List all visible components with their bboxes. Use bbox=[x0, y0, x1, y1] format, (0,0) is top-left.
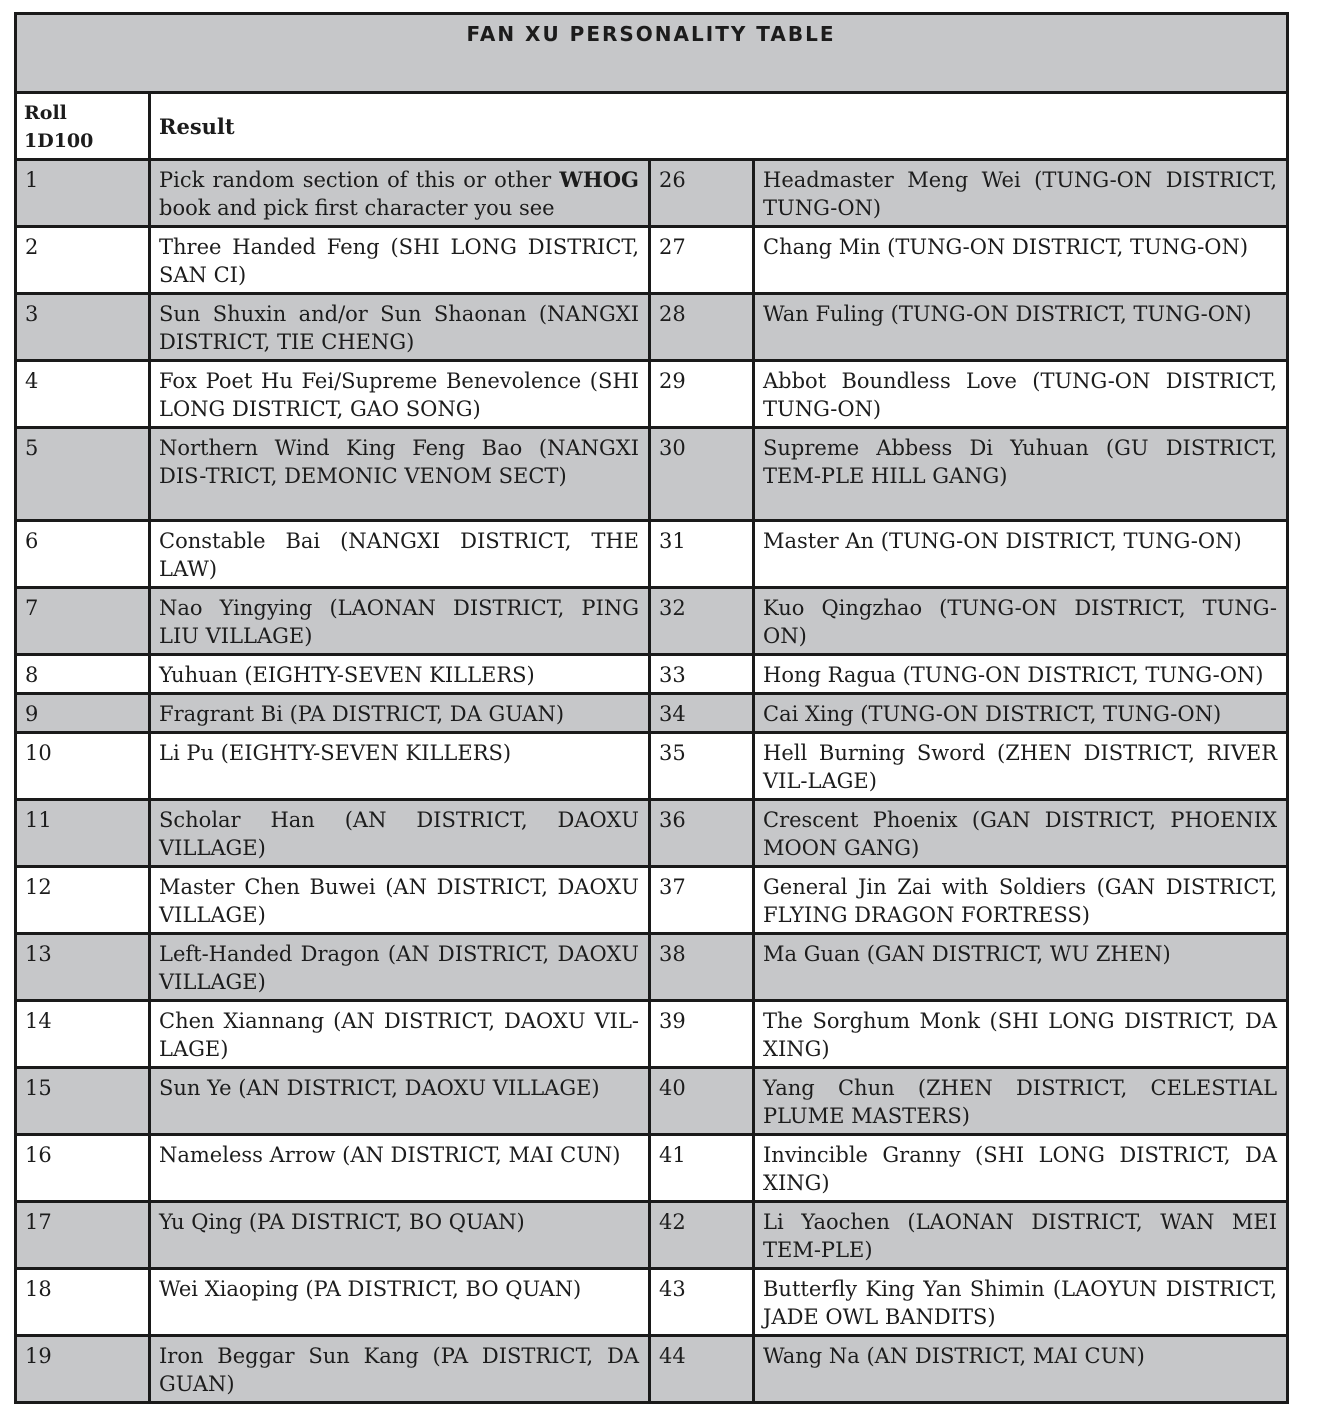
roll-number: 7 bbox=[16, 588, 150, 655]
personality-table-container bbox=[14, 12, 1286, 1404]
table-row bbox=[16, 1001, 1288, 1068]
result-header: Result bbox=[150, 93, 1288, 160]
roll-number: 29 bbox=[650, 361, 754, 428]
roll-number: 31 bbox=[650, 521, 754, 588]
roll-number: 41 bbox=[650, 1135, 754, 1202]
roll-number: 40 bbox=[650, 1068, 754, 1135]
table-row bbox=[16, 160, 1288, 227]
result-text: Master Chen Buwei (AN DISTRICT, DAOXU VILLAGE) bbox=[150, 867, 650, 934]
result-text: Nao Yingying (LAONAN DISTRICT, PING LIU VILLAGE) bbox=[150, 588, 650, 655]
result-text: Chen Xiannang (AN DISTRICT, DAOXU VIL-LAGE) bbox=[150, 1001, 650, 1068]
table-row bbox=[16, 733, 1288, 800]
result-text: Cai Xing (TUNG-ON DISTRICT, TUNG-ON) bbox=[754, 694, 1288, 733]
table-row bbox=[16, 655, 1288, 694]
result-text: Left-Handed Dragon (AN DISTRICT, DAOXU VILLAGE) bbox=[150, 934, 650, 1001]
roll-number: 28 bbox=[650, 294, 754, 361]
result-text: Wan Fuling (TUNG-ON DISTRICT, TUNG-ON) bbox=[754, 294, 1288, 361]
roll-number: 16 bbox=[16, 1135, 150, 1202]
personality-table bbox=[14, 12, 1289, 1404]
roll-number: 36 bbox=[650, 800, 754, 867]
result-text: Constable Bai (NANGXI DISTRICT, THE LAW) bbox=[150, 521, 650, 588]
roll-number: 26 bbox=[650, 160, 754, 227]
roll-number: 43 bbox=[650, 1269, 754, 1336]
result-text-part: Pick random section of this or other bbox=[159, 168, 560, 192]
whog-bold: WHOG bbox=[559, 167, 639, 192]
result-text: Three Handed Feng (SHI LONG DISTRICT, SAN CI) bbox=[150, 227, 650, 294]
table-row bbox=[16, 1269, 1288, 1336]
result-text-part: book and pick first character you see bbox=[159, 196, 555, 220]
result-text: The Sorghum Monk (SHI LONG DISTRICT, DA XING) bbox=[754, 1001, 1288, 1068]
result-text: Supreme Abbess Di Yuhuan (GU DISTRICT, TEM-PLE HILL GANG) bbox=[754, 428, 1288, 521]
result-text: Fragrant Bi (PA DISTRICT, DA GUAN) bbox=[150, 694, 650, 733]
result-text: Fox Poet Hu Fei/Supreme Benevolence (SHI LONG DISTRICT, GAO SONG) bbox=[150, 361, 650, 428]
result-text bbox=[150, 160, 650, 227]
roll-number: 30 bbox=[650, 428, 754, 521]
result-text: Chang Min (TUNG-ON DISTRICT, TUNG-ON) bbox=[754, 227, 1288, 294]
roll-number: 9 bbox=[16, 694, 150, 733]
roll-header: Roll 1D100 bbox=[16, 93, 150, 160]
table-row bbox=[16, 521, 1288, 588]
result-text: Headmaster Meng Wei (TUNG-ON DISTRICT, TUNG-ON) bbox=[754, 160, 1288, 227]
table-title: FAN XU PERSONALITY TABLE bbox=[16, 14, 1288, 93]
result-text: Northern Wind King Feng Bao (NANGXI DIS-TRICT, DEMONIC VENOM SECT) bbox=[150, 428, 650, 521]
result-text: Li Pu (EIGHTY-SEVEN KILLERS) bbox=[150, 733, 650, 800]
result-text: Sun Shuxin and/or Sun Shaonan (NANGXI DISTRICT, TIE CHENG) bbox=[150, 294, 650, 361]
roll-number: 3 bbox=[16, 294, 150, 361]
table-row bbox=[16, 428, 1288, 521]
table-row bbox=[16, 1135, 1288, 1202]
table-row bbox=[16, 867, 1288, 934]
roll-number: 2 bbox=[16, 227, 150, 294]
roll-number: 6 bbox=[16, 521, 150, 588]
roll-number: 37 bbox=[650, 867, 754, 934]
roll-number: 1 bbox=[16, 160, 150, 227]
result-text: Ma Guan (GAN DISTRICT, WU ZHEN) bbox=[754, 934, 1288, 1001]
table-row bbox=[16, 294, 1288, 361]
result-text: Nameless Arrow (AN DISTRICT, MAI CUN) bbox=[150, 1135, 650, 1202]
roll-number: 34 bbox=[650, 694, 754, 733]
result-text: Abbot Boundless Love (TUNG-ON DISTRICT, TUNG-ON) bbox=[754, 361, 1288, 428]
result-text: Yuhuan (EIGHTY-SEVEN KILLERS) bbox=[150, 655, 650, 694]
result-text: Scholar Han (AN DISTRICT, DAOXU VILLAGE) bbox=[150, 800, 650, 867]
result-text: Hell Burning Sword (ZHEN DISTRICT, RIVER VIL-LAGE) bbox=[754, 733, 1288, 800]
roll-number: 38 bbox=[650, 934, 754, 1001]
result-text: Yang Chun (ZHEN DISTRICT, CELESTIAL PLUME MASTERS) bbox=[754, 1068, 1288, 1135]
roll-number: 33 bbox=[650, 655, 754, 694]
table-row bbox=[16, 800, 1288, 867]
table-row bbox=[16, 1202, 1288, 1269]
result-text: Butterfly King Yan Shimin (LAOYUN DISTRICT, JADE OWL BANDITS) bbox=[754, 1269, 1288, 1336]
roll-number: 39 bbox=[650, 1001, 754, 1068]
table-row bbox=[16, 227, 1288, 294]
result-text: Iron Beggar Sun Kang (PA DISTRICT, DA GUAN) bbox=[150, 1336, 650, 1403]
roll-number: 14 bbox=[16, 1001, 150, 1068]
result-text: Sun Ye (AN DISTRICT, DAOXU VILLAGE) bbox=[150, 1068, 650, 1135]
table-row bbox=[16, 1068, 1288, 1135]
roll-number: 44 bbox=[650, 1336, 754, 1403]
roll-number: 5 bbox=[16, 428, 150, 521]
table-row bbox=[16, 934, 1288, 1001]
roll-number: 13 bbox=[16, 934, 150, 1001]
roll-number: 12 bbox=[16, 867, 150, 934]
roll-number: 42 bbox=[650, 1202, 754, 1269]
result-text: General Jin Zai with Soldiers (GAN DISTRICT, FLYING DRAGON FORTRESS) bbox=[754, 867, 1288, 934]
result-text: Hong Ragua (TUNG-ON DISTRICT, TUNG-ON) bbox=[754, 655, 1288, 694]
roll-number: 19 bbox=[16, 1336, 150, 1403]
roll-number: 10 bbox=[16, 733, 150, 800]
roll-number: 27 bbox=[650, 227, 754, 294]
table-row bbox=[16, 694, 1288, 733]
result-text: Wei Xiaoping (PA DISTRICT, BO QUAN) bbox=[150, 1269, 650, 1336]
roll-number: 32 bbox=[650, 588, 754, 655]
result-text: Invincible Granny (SHI LONG DISTRICT, DA XING) bbox=[754, 1135, 1288, 1202]
result-text: Yu Qing (PA DISTRICT, BO QUAN) bbox=[150, 1202, 650, 1269]
result-text: Crescent Phoenix (GAN DISTRICT, PHOENIX MOON GANG) bbox=[754, 800, 1288, 867]
result-text: Li Yaochen (LAONAN DISTRICT, WAN MEI TEM-PLE) bbox=[754, 1202, 1288, 1269]
result-text: Wang Na (AN DISTRICT, MAI CUN) bbox=[754, 1336, 1288, 1403]
roll-number: 17 bbox=[16, 1202, 150, 1269]
table-row bbox=[16, 361, 1288, 428]
roll-number: 11 bbox=[16, 800, 150, 867]
roll-number: 35 bbox=[650, 733, 754, 800]
result-text: Kuo Qingzhao (TUNG-ON DISTRICT, TUNG-ON) bbox=[754, 588, 1288, 655]
roll-number: 4 bbox=[16, 361, 150, 428]
roll-number: 15 bbox=[16, 1068, 150, 1135]
table-row bbox=[16, 588, 1288, 655]
roll-number: 18 bbox=[16, 1269, 150, 1336]
result-text: Master An (TUNG-ON DISTRICT, TUNG-ON) bbox=[754, 521, 1288, 588]
roll-number: 8 bbox=[16, 655, 150, 694]
table-row bbox=[16, 1336, 1288, 1403]
